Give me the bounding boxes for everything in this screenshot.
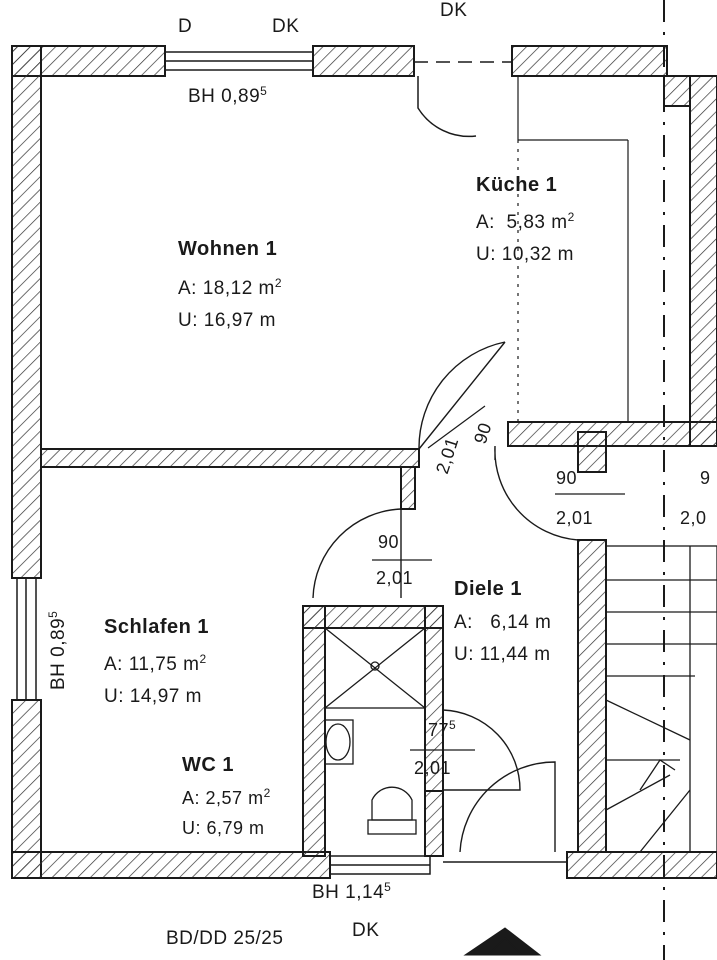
wall-top-mid <box>313 46 414 76</box>
room-area-wohnen: A: 18,12 $m^2$ <box>178 276 283 299</box>
room-name-schlafen: Schlafen 1 <box>104 616 210 638</box>
wall-stub-diele <box>401 467 415 509</box>
room-perimeter-diele: U: 11,44 m <box>454 644 551 665</box>
top-label-dk-2: DK <box>440 0 468 21</box>
room-perimeter-wc: U: 6,79 m <box>182 818 265 838</box>
stairs <box>606 546 717 852</box>
window-height-bottom: BH 1,14$^5$ <box>312 880 392 903</box>
wall-wohnen-schlafen <box>41 449 419 467</box>
washbasin <box>326 724 350 760</box>
wall-wc-left <box>303 606 325 856</box>
door-height-wc: 2,01 <box>414 758 452 778</box>
door-width-wc: $77^5$ <box>428 718 457 740</box>
room-area-wc: A: 2,57 $m^2$ <box>182 786 271 808</box>
top-entry <box>414 62 512 136</box>
wall-top-right <box>512 46 667 76</box>
room-perimeter-wohnen: U: 16,97 m <box>178 310 276 331</box>
wall-right-col <box>690 76 717 446</box>
interior-walls <box>41 76 717 856</box>
wall-left-upper <box>12 46 41 578</box>
door-width-schlafen: 90 <box>378 532 400 552</box>
room-name-kueche: Küche 1 <box>476 174 558 196</box>
door-width-wohnen: 90 <box>470 419 496 447</box>
toilet <box>372 787 412 820</box>
room-perimeter-kueche: U: 10,32 m <box>476 244 574 265</box>
room-area-diele: A: 6,14 m <box>454 612 552 633</box>
door-width-kueche: 90 <box>556 468 578 488</box>
wall-bottom-left <box>12 852 330 878</box>
room-area-schlafen: A: 11,75 $m^2$ <box>104 652 207 675</box>
bd-dd-label: BD/DD 25/25 <box>166 928 284 949</box>
wall-stair-left <box>578 540 606 852</box>
bath-fixtures <box>325 628 425 834</box>
window-height-left: BH 0,89$^5$ <box>46 610 69 690</box>
wall-wc-right-lower <box>425 791 443 856</box>
window-height-top: BH 0,89$^5$ <box>188 84 268 107</box>
room-area-kueche: A: 5,83 $m^2$ <box>476 210 575 233</box>
bottom-dk-label: DK <box>352 920 380 941</box>
door-height-schlafen: 2,01 <box>376 568 414 588</box>
wall-stair-top <box>578 432 606 472</box>
door-width-right: 9 <box>700 468 711 488</box>
north-arrow-icon <box>465 928 540 955</box>
door-height-kueche: 2,01 <box>556 508 594 528</box>
wall-kueche-inner-corner <box>664 76 690 106</box>
room-name-diele: Diele 1 <box>454 578 522 600</box>
door-swings <box>313 342 578 862</box>
room-name-wohnen: Wohnen 1 <box>178 238 278 260</box>
top-label-d: D <box>178 16 193 37</box>
room-name-wc: WC 1 <box>182 754 234 776</box>
door-size-wohnen: 2,01 <box>432 434 463 477</box>
top-label-dk-1: DK <box>272 16 300 37</box>
wall-kueche-bottom <box>508 422 717 446</box>
room-perimeter-schlafen: U: 14,97 m <box>104 686 202 707</box>
door-swing-entry-bottom <box>460 762 555 852</box>
door-height-right: 2,0 <box>680 508 707 528</box>
wall-bottom-right <box>567 852 717 878</box>
